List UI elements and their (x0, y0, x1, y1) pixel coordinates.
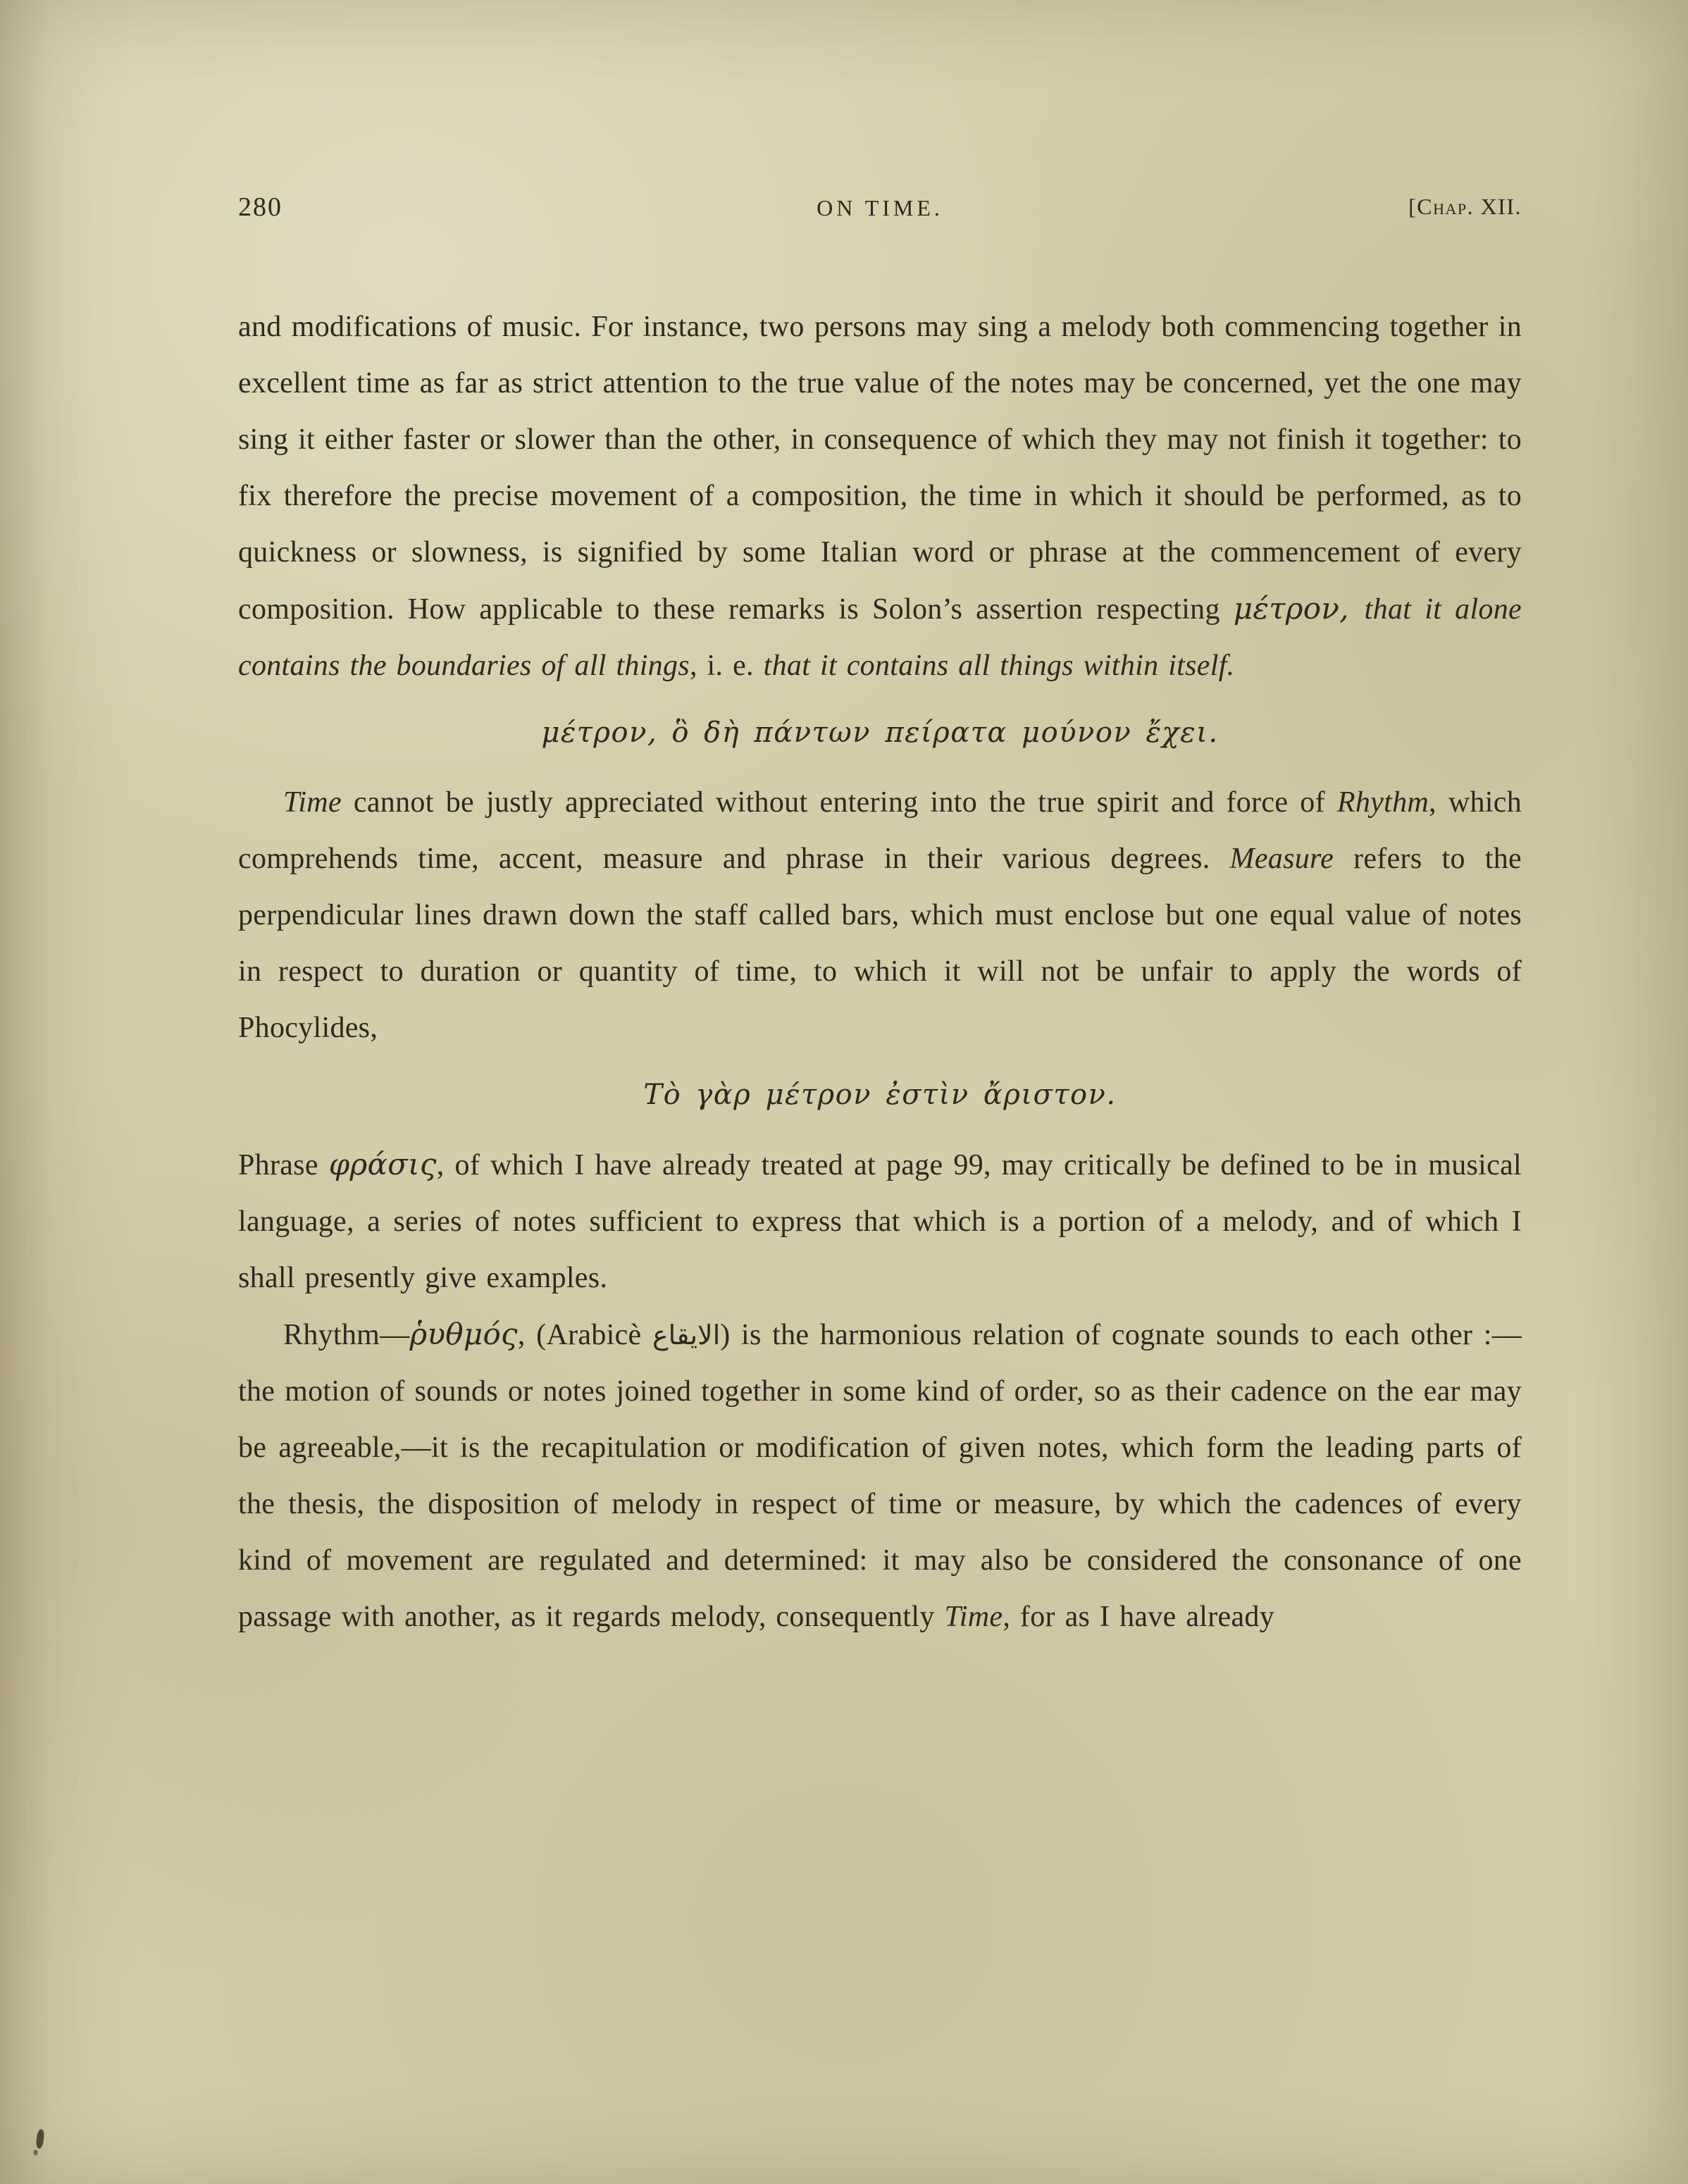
text-segment: , (Arabicè (517, 1319, 652, 1351)
text-segment-greek: φράσις (328, 1147, 437, 1181)
text-segment: , i. e. (689, 650, 764, 682)
text-segment: , which comprehends time, accent, measure and phrase in their various degrees. (238, 786, 1522, 875)
text-segment-greek: μέτρον, (1233, 591, 1365, 626)
page-header (238, 192, 1522, 234)
paragraph (238, 774, 1522, 1056)
greek-quote: μέτρον, ὃ δὴ πάντων πείρατα μούνον ἔχει. (541, 716, 1219, 749)
text-segment-i: that it alone contains the boundaries of all things (238, 593, 1522, 682)
text-segment-i: Time (944, 1601, 1003, 1633)
text-segment: and modifications of music. For instance, two persons may sing a melody both commencing together in excellent time as far as strict attention to the true value of the notes may be concerned, yet the one may sing it either faster or slower than the other, in consequence of which they may not finish it together: to fix therefore the precise movement of a composition, the time in which it should be performed, as to quickness or slowness, is signified by some Italian word or phrase at the commencement of every composition. How applicable to these remarks is Solon’s assertion respecting (238, 311, 1522, 626)
page-number: 280 (238, 192, 283, 222)
text-segment: cannot be justly appreciated without entering into the true spirit and force of (341, 786, 1337, 819)
paragraph (238, 299, 1522, 694)
text-segment-i: Time (283, 786, 342, 819)
text-segment: ) is the harmonious relation of cognate sounds to each other :—the motion of sounds or notes joined together in some kind of order, so as their cadence on the ear may be agreeable,—it is the recapitulation or modification of given notes, which form the leading parts of the thesis, the disposition of melody in respect of time or measure, by which the cadences of every kind of movement are regulated and determined: it may also be considered the consonance of one passage with another, as it regards melody, consequently (238, 1319, 1522, 1633)
text-segment: , for as I have already (1003, 1601, 1275, 1633)
text-segment-i: Measure (1229, 843, 1334, 875)
text-block (238, 299, 1522, 1645)
paragraph (238, 1136, 1522, 1306)
text-segment-i: Rhythm (1336, 786, 1429, 819)
greek-quote: Τὸ γὰρ μέτρον ἐστὶν ἄριστον. (643, 1079, 1117, 1111)
text-segment: Rhythm— (283, 1319, 410, 1351)
text-segment-arabic: الايقاع (652, 1320, 721, 1351)
running-title: ON TIME. (817, 195, 943, 221)
paragraph (238, 1306, 1522, 1645)
text-segment-greek: ῥυθμός (409, 1317, 518, 1351)
text-segment-i: that it contains all things within itself. (763, 650, 1235, 682)
chapter-label: [Chap. XII. (1408, 194, 1522, 219)
text-segment: Phrase (238, 1149, 329, 1181)
ink-speck (35, 2128, 44, 2149)
text-segment: , of which I have already treated at page 99, may critically be defined to be in musical language, a series of notes sufficient to express that which is a portion of a melody, and of which I shall presently give examples. (238, 1149, 1522, 1294)
text-segment: refers to the perpendicular lines drawn down the staff called bars, which must enclose but one equal value of notes in respect to duration or quantity of time, to which it will not be unfair to apply the words of Phocylides, (238, 843, 1522, 1044)
